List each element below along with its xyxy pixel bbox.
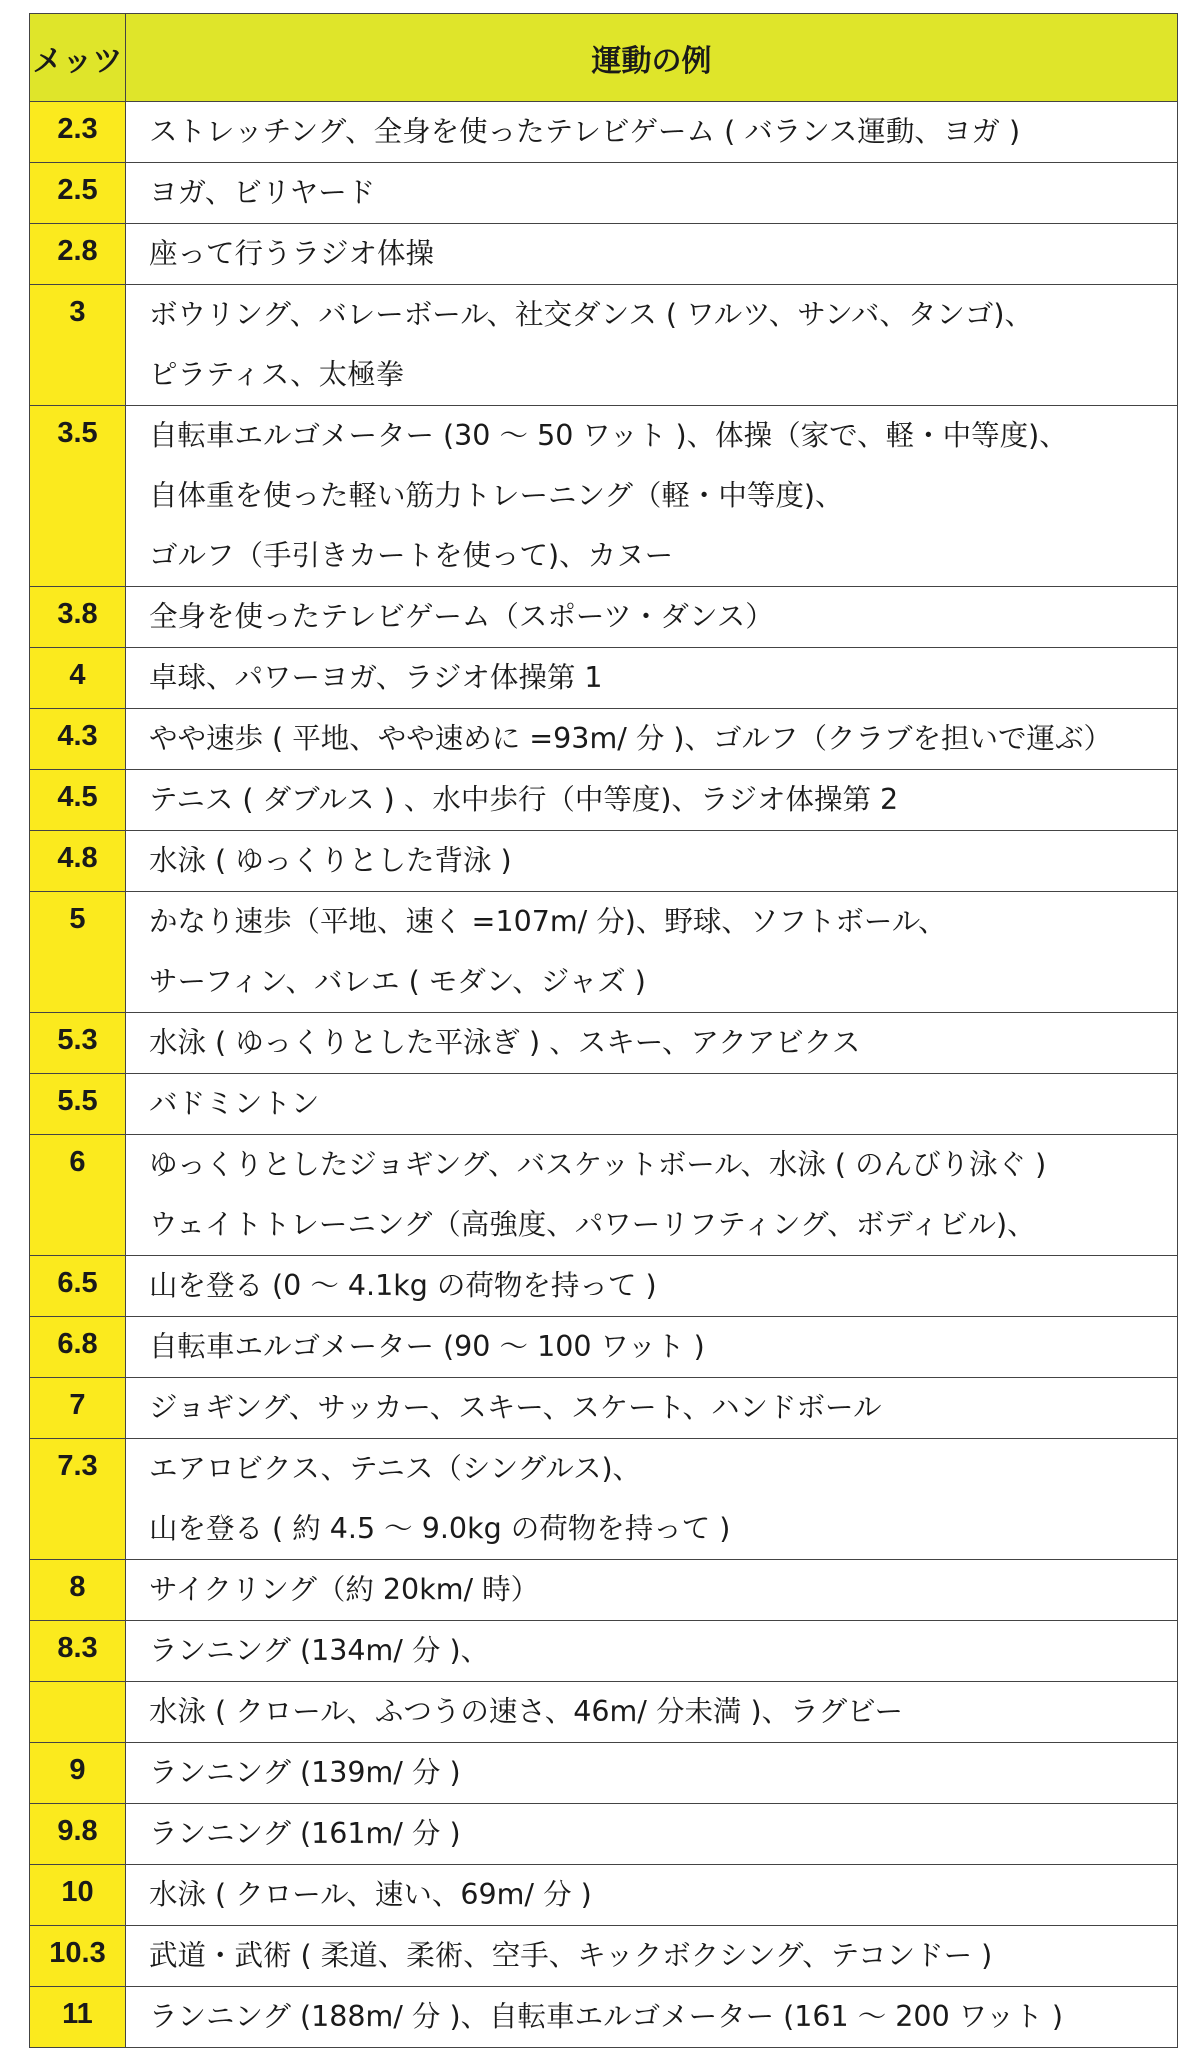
exercise-examples <box>126 1135 1178 1256</box>
exercise-example-line: バドミントン <box>149 1087 320 1120</box>
exercise-example-line: 水泳 ( クロール、速い、69m/ 分 ) <box>149 1878 592 1911</box>
mets-value: 4.8 <box>30 831 126 892</box>
exercise-example-line: ランニング (188m/ 分 )、自転車エルゴメーター (161 ～ 200 ワット ) <box>149 2000 1064 2033</box>
exercise-example-line: ゴルフ（手引きカートを使って)、カヌー <box>149 539 674 572</box>
exercise-examples <box>126 285 1178 406</box>
exercise-example-line: サーフィン、バレエ ( モダン、ジャズ ) <box>149 965 646 998</box>
exercise-example-line: ウェイトトレーニング（高強度、パワーリフティング、ボディビル)、 <box>149 1208 1036 1241</box>
exercise-examples <box>126 709 1178 770</box>
exercise-example-line: サイクリング（約 20km/ 時） <box>149 1573 540 1606</box>
table-row <box>30 102 1178 163</box>
table-row <box>30 648 1178 709</box>
table-row <box>30 285 1178 406</box>
table-row <box>30 1317 1178 1378</box>
mets-column-header: メッツ <box>30 14 126 102</box>
table-row <box>30 1135 1178 1256</box>
exercise-examples <box>126 1682 1178 1743</box>
mets-value: 6.8 <box>30 1317 126 1378</box>
mets-value: 9.8 <box>30 1804 126 1865</box>
exercise-example-line: 自転車エルゴメーター (30 ～ 50 ワット )、体操（家で、軽・中等度)、 <box>149 419 1068 452</box>
mets-value: 8.3 <box>30 1621 126 1682</box>
exercise-example-line: ゆっくりとしたジョギング、バスケットボール、水泳 ( のんびり泳ぐ ) <box>149 1148 1047 1181</box>
table-row <box>30 1074 1178 1135</box>
mets-value: 5.3 <box>30 1013 126 1074</box>
exercise-example-line: ヨガ、ビリヤード <box>149 176 376 209</box>
table-row <box>30 1256 1178 1317</box>
table-row <box>30 1865 1178 1926</box>
mets-value: 10 <box>30 1865 126 1926</box>
mets-value: 2.5 <box>30 163 126 224</box>
mets-value: 4.3 <box>30 709 126 770</box>
mets-value: 11 <box>30 1987 126 2048</box>
exercise-example-line: 全身を使ったテレビゲーム（スポーツ・ダンス） <box>149 600 774 633</box>
exercise-example-line: 山を登る ( 約 4.5 ～ 9.0kg の荷物を持って ) <box>149 1512 731 1545</box>
mets-value: 4 <box>30 648 126 709</box>
mets-value: 7.3 <box>30 1439 126 1560</box>
exercise-examples <box>126 892 1178 1013</box>
exercise-examples <box>126 1317 1178 1378</box>
table-row <box>30 770 1178 831</box>
exercise-example-line: 座って行うラジオ体操 <box>149 237 435 270</box>
exercise-example-line: ボウリング、バレーボール、社交ダンス ( ワルツ、サンバ、タンゴ)、 <box>149 298 1033 331</box>
examples-column-header: 運動の例 <box>126 14 1178 102</box>
mets-value: 7 <box>30 1378 126 1439</box>
table-row <box>30 831 1178 892</box>
mets-value: 3.5 <box>30 406 126 587</box>
exercise-example-line: 水泳 ( ゆっくりとした平泳ぎ ) 、スキー、アクアビクス <box>149 1026 861 1059</box>
table-row <box>30 1560 1178 1621</box>
mets-value: 9 <box>30 1743 126 1804</box>
exercise-example-line: 自体重を使った軽い筋力トレーニング（軽・中等度)、 <box>149 479 844 512</box>
mets-value: 6.5 <box>30 1256 126 1317</box>
exercise-example-line: やや速歩 ( 平地、やや速めに =93m/ 分 )、ゴルフ（クラブを担いで運ぶ） <box>149 722 1113 755</box>
exercise-examples <box>126 770 1178 831</box>
table-row <box>30 587 1178 648</box>
exercise-example-line: ピラティス、太極拳 <box>149 358 405 391</box>
table-row <box>30 406 1178 587</box>
table-row <box>30 224 1178 285</box>
exercise-examples <box>126 1256 1178 1317</box>
exercise-examples <box>126 1743 1178 1804</box>
exercise-example-line: 水泳 ( クロール、ふつうの速さ、46m/ 分未満 )、ラグビー <box>149 1695 903 1728</box>
table-row <box>30 1804 1178 1865</box>
exercise-examples <box>126 1804 1178 1865</box>
exercise-examples <box>126 163 1178 224</box>
exercise-examples <box>126 224 1178 285</box>
exercise-examples <box>126 1439 1178 1560</box>
mets-value: 10.3 <box>30 1926 126 1987</box>
mets-value: 2.3 <box>30 102 126 163</box>
exercise-example-line: 武道・武術 ( 柔道、柔術、空手、キックボクシング、テコンドー ) <box>149 1939 993 1972</box>
table-row <box>30 1987 1178 2048</box>
table-header <box>30 14 1178 102</box>
mets-value: 3 <box>30 285 126 406</box>
table-row <box>30 709 1178 770</box>
exercise-example-line: 卓球、パワーヨガ、ラジオ体操第 1 <box>149 661 603 694</box>
exercise-examples <box>126 102 1178 163</box>
exercise-examples <box>126 1378 1178 1439</box>
exercise-examples <box>126 1074 1178 1135</box>
exercise-example-line: テニス ( ダブルス ) 、水中歩行（中等度)、ラジオ体操第 2 <box>149 783 899 816</box>
exercise-example-line: かなり速歩（平地、速く =107m/ 分)、野球、ソフトボール、 <box>149 905 947 938</box>
exercise-example-line: 水泳 ( ゆっくりとした背泳 ) <box>149 844 512 877</box>
exercise-examples <box>126 1926 1178 1987</box>
exercise-examples <box>126 1560 1178 1621</box>
exercise-examples <box>126 648 1178 709</box>
exercise-examples <box>126 587 1178 648</box>
table-row <box>30 1926 1178 1987</box>
mets-value: 4.5 <box>30 770 126 831</box>
exercise-examples <box>126 1013 1178 1074</box>
table-row <box>30 163 1178 224</box>
exercise-examples <box>126 1865 1178 1926</box>
exercise-example-line: 山を登る (0 ～ 4.1kg の荷物を持って ) <box>149 1269 657 1302</box>
table-row <box>30 1621 1178 1682</box>
mets-value <box>30 1682 126 1743</box>
table-row <box>30 1013 1178 1074</box>
header-row <box>30 14 1178 102</box>
exercise-example-line: ランニング (139m/ 分 ) <box>149 1756 461 1789</box>
exercise-example-line: 自転車エルゴメーター (90 ～ 100 ワット ) <box>149 1330 705 1363</box>
exercise-example-line: ストレッチング、全身を使ったテレビゲーム ( バランス運動、ヨガ ) <box>149 115 1021 148</box>
table-row <box>30 892 1178 1013</box>
table-row <box>30 1439 1178 1560</box>
exercise-examples <box>126 406 1178 587</box>
exercise-examples <box>126 1987 1178 2048</box>
mets-value: 5 <box>30 892 126 1013</box>
table-row <box>30 1743 1178 1804</box>
mets-exercise-table <box>29 13 1178 2048</box>
table-body <box>30 102 1178 2048</box>
mets-value: 6 <box>30 1135 126 1256</box>
mets-value: 3.8 <box>30 587 126 648</box>
exercise-example-line: ジョギング、サッカー、スキー、スケート、ハンドボール <box>149 1391 882 1424</box>
exercise-examples <box>126 831 1178 892</box>
exercise-example-line: エアロビクス、テニス（シングルス)、 <box>149 1452 642 1485</box>
mets-value: 2.8 <box>30 224 126 285</box>
mets-value: 5.5 <box>30 1074 126 1135</box>
exercise-example-line: ランニング (161m/ 分 ) <box>149 1817 461 1850</box>
table-row <box>30 1682 1178 1743</box>
mets-value: 8 <box>30 1560 126 1621</box>
table-row <box>30 1378 1178 1439</box>
exercise-example-line: ランニング (134m/ 分 )、 <box>149 1634 490 1667</box>
exercise-examples <box>126 1621 1178 1682</box>
